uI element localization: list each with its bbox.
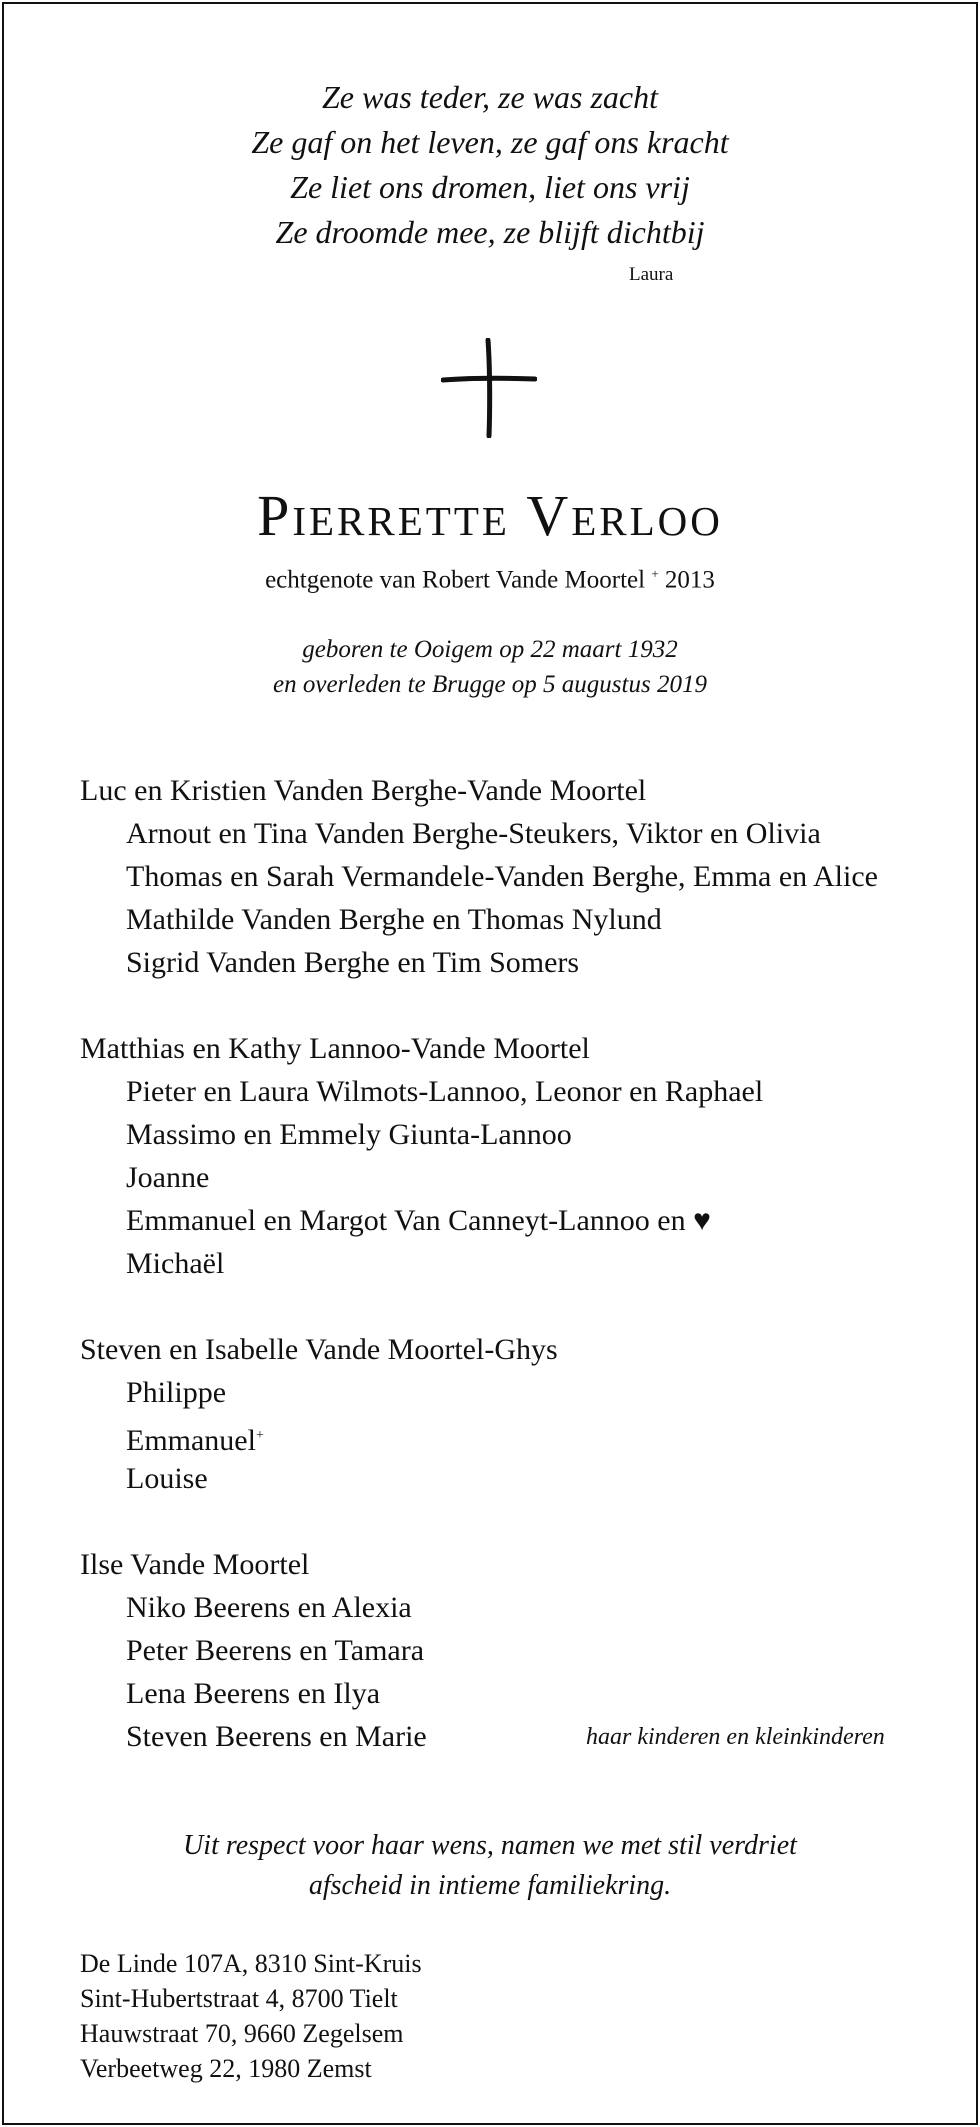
address: Verbeetweg 22, 1980 Zemst [80,2054,372,2083]
poem-line: Ze was teder, ze was zacht [322,79,658,115]
poem-author: Laura [629,264,674,285]
life-dates [0,632,980,702]
poem-line: Ze gaf on het leven, ze gaf ons kracht [251,124,729,160]
address-list [80,1946,422,2086]
poem [0,75,980,255]
address: Sint-Hubertstraat 4, 8700 Tielt [80,1984,398,2013]
family-member: Thomas en Sarah Vermandele-Vanden Berghe, Emma en Alice [126,860,878,893]
family-head: Luc en Kristien Vanden Berghe-Vande Moortel [80,774,647,807]
wish-line: afscheid in intieme familiekring. [308,1870,672,1901]
family-member: Michaël [126,1247,225,1280]
family-member: Pieter en Laura Wilmots-Lannoo, Leonor en Raphael [126,1075,764,1108]
deceased-name: Pierrette Verloo [257,483,723,548]
family-member: Sigrid Vanden Berghe en Tim Somers [126,946,580,979]
family-member: Louise [126,1462,208,1495]
family-head: Steven en Isabelle Vande Moortel-Ghys [80,1333,558,1366]
family-member: Philippe [126,1376,227,1409]
death-mark: + [651,566,659,581]
death-mark: + [255,1428,264,1443]
family-member: Lena Beerens en Ilya [126,1677,381,1710]
family-member: Emmanuel en Margot Van Canneyt-Lannoo en ♥ [126,1204,711,1237]
wish-text [0,1826,980,1906]
family-member [126,1414,264,1462]
family-member: Steven Beerens en Marie [126,1720,427,1753]
spouse-year: 2013 [664,566,715,594]
signoff: haar kinderen en kleinkinderen [586,1724,885,1750]
spouse-line [0,566,980,594]
family-member-name: Emmanuel [126,1424,256,1457]
family-member: Niko Beerens en Alexia [126,1591,412,1624]
birth-line: geboren te Ooigem op 22 maart 1932 [302,636,678,663]
family-member: Arnout en Tina Vanden Berghe-Steukers, Viktor en Olivia [126,817,821,850]
family-member: Joanne [126,1161,210,1194]
family-member: Mathilde Vanden Berghe en Thomas Nylund [126,903,662,936]
poem-line: Ze droomde mee, ze blijft dichtbij [275,214,705,250]
address: De Linde 107A, 8310 Sint-Kruis [80,1949,422,1978]
poem-line: Ze liet ons dromen, liet ons vrij [290,169,690,205]
family-member: Massimo en Emmely Giunta-Lannoo [126,1118,572,1151]
family-head: Matthias en Kathy Lannoo-Vande Moortel [80,1032,590,1065]
family-head: Ilse Vande Moortel [80,1548,310,1581]
cross-icon [441,338,537,438]
death-line: en overleden te Brugge op 5 augustus 2019 [273,671,707,698]
wish-line: Uit respect voor haar wens, namen we met stil verdriet [183,1830,797,1861]
address: Hauwstraat 70, 9660 Zegelsem [80,2019,404,2048]
family-member: Peter Beerens en Tamara [126,1634,425,1667]
spouse-text: echtgenote van Robert Vande Moortel [265,566,646,594]
